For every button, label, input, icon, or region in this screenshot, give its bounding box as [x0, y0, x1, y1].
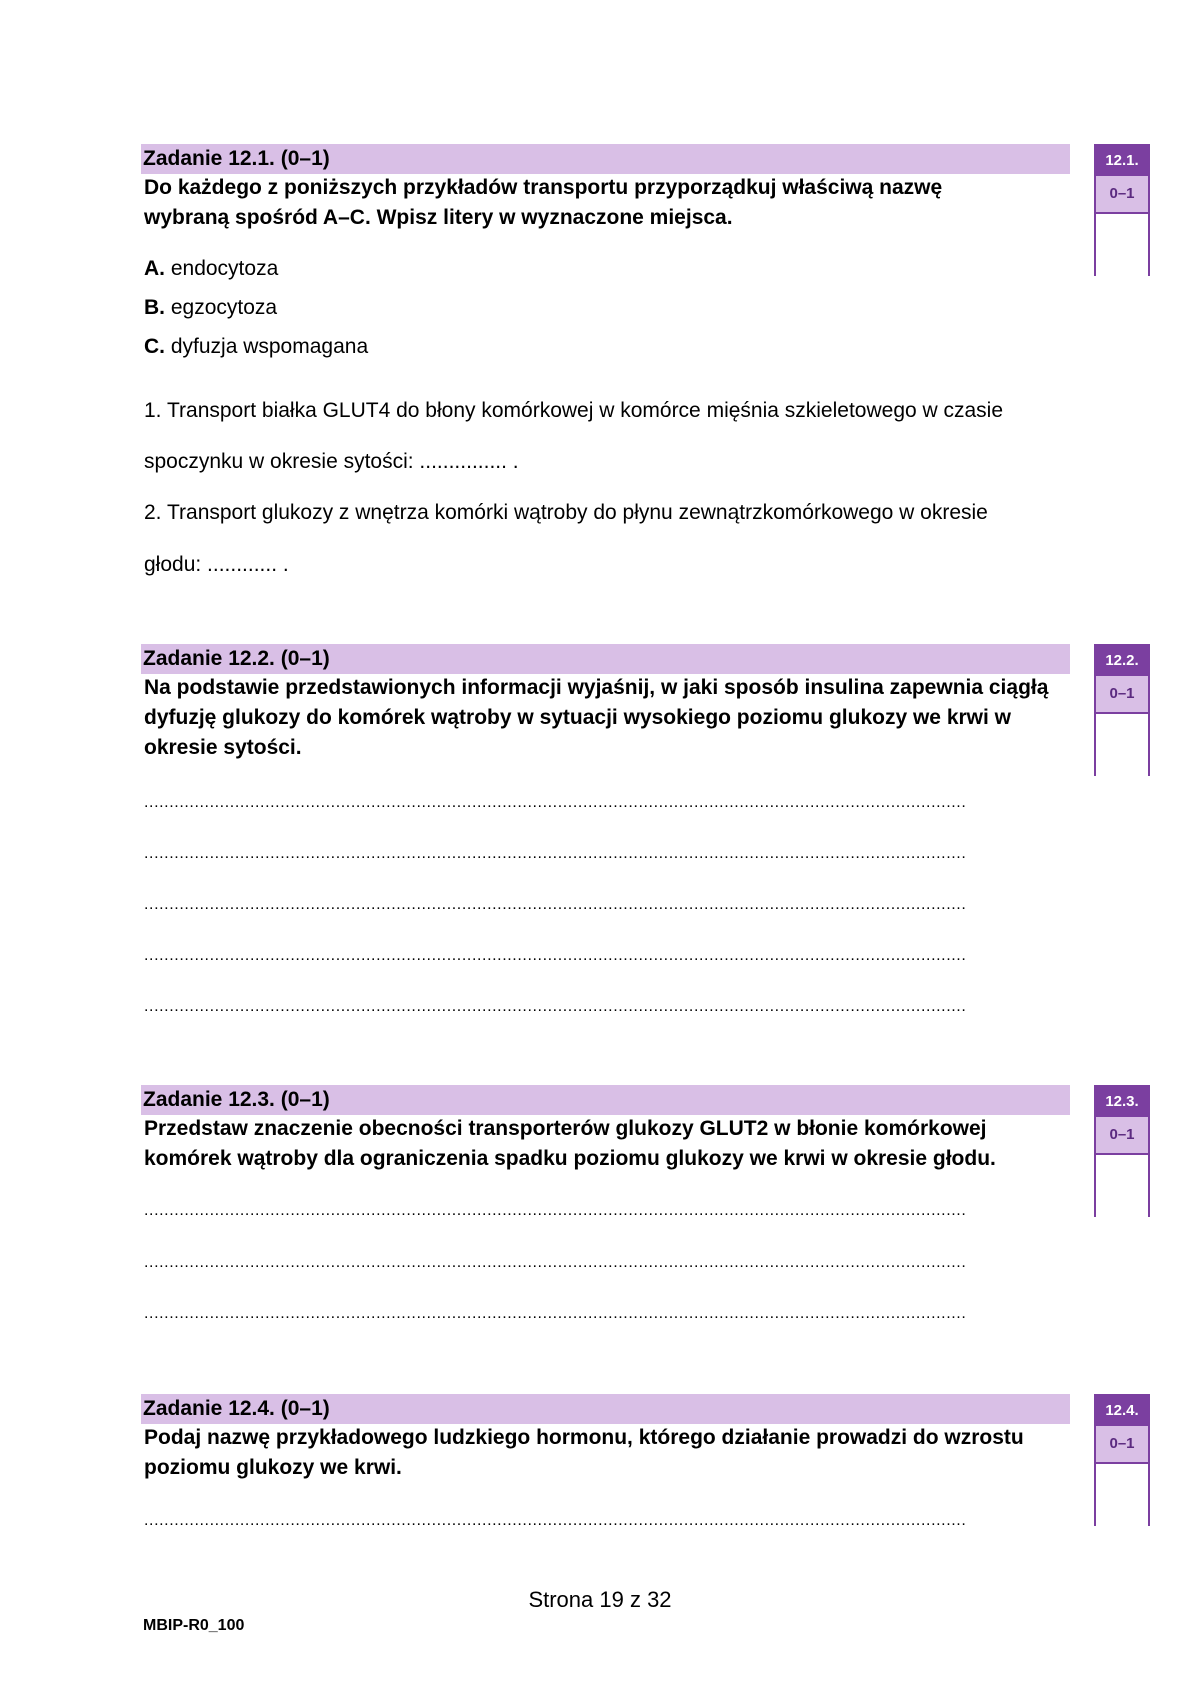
score-id: 12.1.	[1096, 146, 1148, 176]
score-entry-field[interactable]	[1096, 1155, 1148, 1217]
answer-line[interactable]: ...................................................................................................................................................................	[144, 896, 967, 913]
score-range: 0–1	[1096, 176, 1148, 214]
answer-line[interactable]: ...................................................................................................................................................................	[144, 998, 967, 1015]
answer-line[interactable]: ...................................................................................................................................................................	[144, 794, 967, 811]
task-12-1-range: (0–1)	[280, 147, 330, 170]
option-letter: A.	[144, 257, 165, 280]
task-12-4-range: (0–1)	[280, 1397, 330, 1420]
score-id: 12.2.	[1096, 646, 1148, 676]
task-12-4-header	[141, 1394, 1070, 1424]
answer-line[interactable]: ...................................................................................................................................................................	[144, 947, 967, 964]
score-box-12-1	[1094, 144, 1150, 276]
answer-line[interactable]: ...................................................................................................................................................................	[144, 1254, 967, 1271]
option-letter: B.	[144, 296, 165, 319]
option-text: dyfuzja wspomagana	[170, 335, 369, 358]
score-entry-field[interactable]	[1096, 714, 1148, 776]
task-12-2-question: Na podstawie przedstawionych informacji wyjaśnij, w jaki sposób insulina zapewnia ciągłą dyfuzję glukozy do komórek wątroby w sytuacji wysokiego poziomu glukozy we krwi w okresie sytości.	[144, 676, 1049, 759]
document-code: MBIP-R0_100	[143, 1617, 245, 1634]
item-2-line-1: 2. Transport glukozy z wnętrza komórki wątroby do płynu zewnątrzkomórkowego w okresie	[144, 501, 988, 524]
score-range: 0–1	[1096, 1117, 1148, 1155]
task-12-1-title: Zadanie 12.1.	[143, 147, 275, 170]
score-box-12-2	[1094, 644, 1150, 776]
task-12-2-header	[141, 644, 1070, 674]
score-id: 12.4.	[1096, 1396, 1148, 1426]
option-b	[144, 293, 277, 323]
option-letter: C.	[144, 335, 165, 358]
option-text: egzocytoza	[170, 296, 278, 319]
task-12-1-question: Do każdego z poniższych przykładów transportu przyporządkuj właściwą nazwę wybraną spośród A–C. Wpisz litery w wyznaczone miejsca.	[144, 176, 943, 229]
task-12-1-header	[141, 144, 1070, 174]
answer-line[interactable]: ...................................................................................................................................................................	[144, 1305, 967, 1322]
item-2-answer[interactable]: głodu: ............ .	[144, 553, 289, 576]
task-12-2-range: (0–1)	[280, 647, 330, 670]
task-12-3-range: (0–1)	[280, 1088, 330, 1111]
task-12-3-header	[141, 1085, 1070, 1115]
task-12-3-title: Zadanie 12.3.	[143, 1088, 275, 1111]
score-range: 0–1	[1096, 1426, 1148, 1464]
score-box-12-3	[1094, 1085, 1150, 1217]
score-range: 0–1	[1096, 676, 1148, 714]
item-1-line-1: 1. Transport białka GLUT4 do błony komórkowej w komórce mięśnia szkieletowego w czasie	[144, 399, 1004, 422]
answer-line[interactable]: ...................................................................................................................................................................	[144, 1512, 967, 1529]
score-entry-field[interactable]	[1096, 1464, 1148, 1526]
task-12-4-question: Podaj nazwę przykładowego ludzkiego hormonu, którego działanie prowadzi do wzrostu poziomu glukozy we krwi.	[144, 1426, 1024, 1479]
task-12-3-question: Przedstaw znaczenie obecności transporterów glukozy GLUT2 w błonie komórkowej komórek wątroby dla ograniczenia spadku poziomu glukozy we krwi w okresie głodu.	[144, 1117, 996, 1170]
task-12-4-title: Zadanie 12.4.	[143, 1397, 275, 1420]
answer-line[interactable]: ...................................................................................................................................................................	[144, 1202, 967, 1219]
task-12-2-title: Zadanie 12.2.	[143, 647, 275, 670]
score-entry-field[interactable]	[1096, 214, 1148, 276]
score-id: 12.3.	[1096, 1087, 1148, 1117]
option-text: endocytoza	[170, 257, 279, 280]
option-a	[144, 254, 278, 284]
page-number: Strona 19 z 32	[528, 1587, 672, 1612]
score-box-12-4	[1094, 1394, 1150, 1526]
answer-line[interactable]: ...................................................................................................................................................................	[144, 845, 967, 862]
option-c	[144, 332, 368, 362]
item-1-answer[interactable]: spoczynku w okresie sytości: ............... .	[144, 450, 519, 473]
